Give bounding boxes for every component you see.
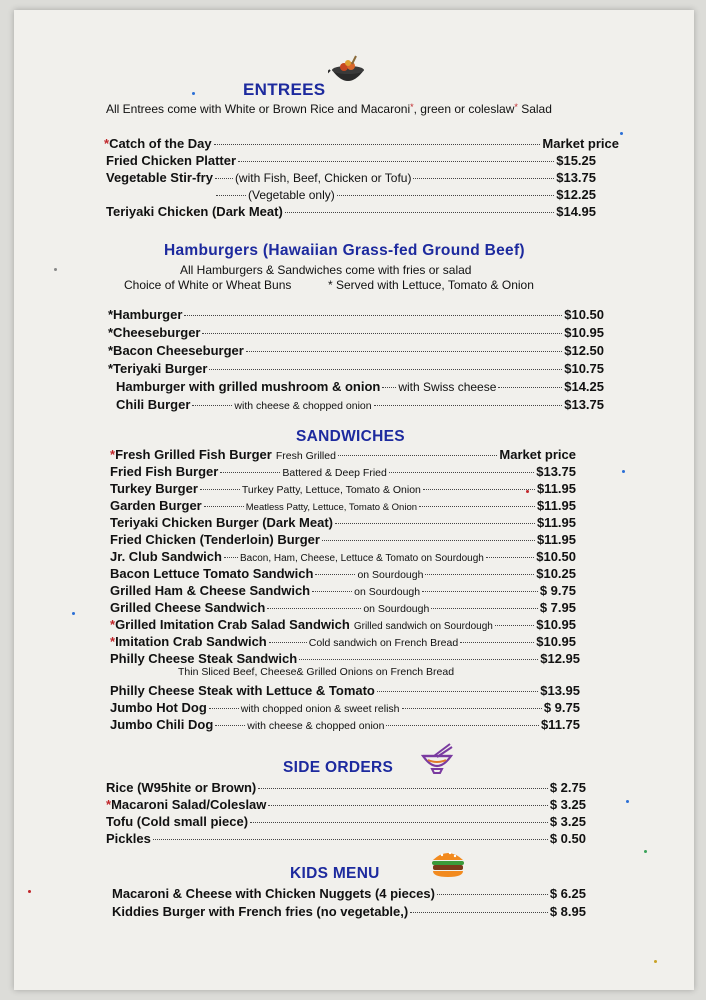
leader-dots: [209, 708, 239, 709]
menu-item: [110, 532, 576, 547]
item-name: Vegetable Stir-fry: [106, 170, 213, 185]
item-price: $10.95: [564, 325, 604, 340]
item-description: on Sourdough: [357, 569, 424, 581]
leader-dots: [431, 608, 538, 609]
item-description: with cheese & chopped onion: [234, 400, 372, 412]
leader-dots: [437, 894, 548, 895]
menu-item: [110, 583, 576, 598]
item-price: $ 2.75: [549, 780, 586, 795]
menu-item: [116, 379, 604, 394]
leader-dots: [250, 822, 548, 823]
item-price: $15.25: [556, 153, 596, 168]
item-price: $10.95: [536, 634, 576, 649]
item-price: $12.25: [556, 187, 596, 202]
menu-item: [110, 549, 576, 564]
paper-fleck: [54, 268, 57, 271]
item-name: Jumbo Hot Dog: [110, 700, 207, 715]
leader-dots: [335, 523, 535, 524]
item-price: $14.95: [556, 204, 596, 219]
item-name: Fried Chicken Platter: [106, 153, 237, 168]
menu-item: [108, 307, 604, 322]
leader-dots: [258, 788, 548, 789]
menu-item: [108, 361, 604, 376]
item-price: $ 3.25: [549, 797, 586, 812]
kids-menu-heading: KIDS MENU: [290, 865, 380, 882]
menu-item: [112, 904, 586, 919]
leader-dots: [269, 642, 307, 643]
item-price: $13.75: [536, 464, 576, 479]
item-price: $10.75: [564, 361, 604, 376]
item-price: $13.95: [540, 683, 580, 698]
item-name: Grilled Cheese Sandwich: [110, 600, 266, 615]
menu-item: [110, 634, 576, 649]
item-name: Macaroni Salad/Coleslaw: [111, 797, 267, 812]
item-star: *: [110, 634, 116, 649]
item-name: Hamburger with grilled mushroom & onion: [116, 379, 381, 394]
leader-dots: [410, 912, 548, 913]
entrees-note-text: All Entrees come with White or Brown Rice and Macaroni: [106, 102, 411, 116]
leader-dots: [204, 506, 244, 507]
item-name: *Teriyaki Burger: [108, 361, 208, 376]
item-star: *: [106, 797, 112, 812]
item-name: Turkey Burger: [110, 481, 198, 496]
leader-dots: [215, 725, 245, 726]
leader-dots: [495, 625, 534, 626]
menu-item: [110, 700, 580, 715]
menu-item: [106, 831, 586, 846]
philly-note: Thin Sliced Beef, Cheese& Grilled Onions on French Bread: [178, 666, 455, 678]
paper-fleck: [622, 470, 625, 473]
leader-dots: [200, 489, 240, 490]
item-name: Jr. Club Sandwich: [110, 549, 222, 564]
menu-item: [214, 187, 596, 202]
leader-dots: [338, 455, 497, 456]
item-description: on Sourdough: [363, 603, 430, 615]
menu-item: [106, 780, 586, 795]
leader-dots: [209, 369, 562, 370]
leader-dots: [423, 489, 535, 490]
item-price: $10.95: [536, 617, 576, 632]
menu-item: [106, 153, 596, 168]
item-price: $10.25: [536, 566, 576, 581]
item-name: Imitation Crab Sandwich: [115, 634, 267, 649]
item-price: $ 9.75: [543, 700, 580, 715]
menu-item: [106, 170, 596, 185]
item-price: $12.50: [564, 343, 604, 358]
leader-dots: [377, 691, 538, 692]
hamburgers-note: Choice of White or Wheat Buns: [124, 278, 292, 292]
leader-dots: [216, 195, 246, 196]
item-name: Jumbo Chili Dog: [110, 717, 214, 732]
item-price: $13.75: [564, 397, 604, 412]
item-name: *Cheeseburger: [108, 325, 201, 340]
item-price: $12.95: [540, 651, 580, 666]
menu-item: [110, 566, 576, 581]
menu-item: [112, 886, 586, 901]
burger-icon: [428, 846, 468, 880]
item-description: (with Fish, Beef, Chicken or Tofu): [234, 171, 412, 185]
leader-dots: [382, 387, 396, 388]
item-name: Philly Cheese Steak Sandwich: [110, 651, 298, 666]
entrees-note: [106, 102, 552, 116]
entrees-note-text: , green or coleslaw: [413, 102, 515, 116]
leader-dots: [299, 659, 538, 660]
item-description: Turkey Patty, Lettuce, Tomato & Onion: [241, 484, 421, 496]
menu-page: [14, 10, 694, 990]
item-name: Fresh Grilled Fish Burger: [115, 447, 272, 462]
hamburgers-note: All Hamburgers & Sandwiches come with fries or salad: [180, 263, 472, 277]
leader-dots: [386, 725, 538, 726]
menu-item: [110, 717, 580, 732]
item-price: Market price: [542, 136, 619, 151]
menu-item: [110, 481, 576, 496]
menu-item: [110, 498, 576, 513]
leader-dots: [214, 144, 541, 145]
menu-item: [110, 651, 580, 666]
menu-item: [108, 325, 604, 340]
leader-dots: [315, 574, 355, 575]
item-price: $11.95: [536, 532, 576, 547]
item-name: Teriyaki Chicken Burger (Dark Meat): [110, 515, 333, 530]
leader-dots: [267, 608, 361, 609]
entrees-heading: ENTREES: [243, 80, 326, 99]
entrees-note-star: *: [514, 102, 518, 112]
item-price: Market price: [499, 447, 576, 462]
item-name: *Hamburger: [108, 307, 183, 322]
entrees-note-star: *: [410, 102, 414, 112]
leader-dots: [184, 315, 562, 316]
item-name: Catch of the Day: [109, 136, 212, 151]
item-description: Bacon, Ham, Cheese, Lettuce & Tomato on Sourdough: [239, 553, 484, 564]
item-name: Pickles: [106, 831, 151, 846]
leader-dots: [413, 178, 554, 179]
item-description: with chopped onion & sweet relish: [240, 703, 400, 715]
item-price: $13.75: [556, 170, 596, 185]
item-name: Macaroni & Cheese with Chicken Nuggets (4 pieces): [112, 886, 435, 901]
item-price: $ 9.75: [539, 583, 576, 598]
paper-fleck: [654, 960, 657, 963]
item-name: Kiddies Burger with French fries (no vegetable,): [112, 904, 409, 919]
item-description: Meatless Patty, Lettuce, Tomato & Onion: [245, 502, 418, 513]
item-name: Teriyaki Chicken (Dark Meat): [106, 204, 283, 219]
entrees-note-text: Salad: [517, 102, 552, 116]
paper-fleck: [626, 800, 629, 803]
leader-dots: [153, 839, 548, 840]
leader-dots: [498, 387, 562, 388]
item-price: $11.95: [536, 481, 576, 496]
item-name: Rice (W95hite or Brown): [106, 780, 257, 795]
item-description: Battered & Deep Fried: [282, 467, 387, 479]
paper-fleck: [192, 92, 195, 95]
item-name: Fried Fish Burger: [110, 464, 219, 479]
item-price: $11.95: [536, 498, 576, 513]
item-star: *: [104, 136, 110, 151]
item-price: $11.95: [536, 515, 576, 530]
item-price: $ 7.95: [539, 600, 576, 615]
leader-dots: [220, 472, 280, 473]
item-name: Chili Burger: [116, 397, 191, 412]
sandwiches-heading: SANDWICHES: [296, 428, 405, 445]
item-price: $ 6.25: [549, 886, 586, 901]
side-orders-heading: SIDE ORDERS: [283, 759, 394, 776]
item-price: $ 3.25: [549, 814, 586, 829]
paper-fleck: [644, 850, 647, 853]
item-description: Fresh Grilled: [275, 450, 336, 462]
leader-dots: [238, 161, 554, 162]
leader-dots: [337, 195, 555, 196]
menu-item: [110, 464, 576, 479]
item-description: (Vegetable only): [248, 188, 335, 202]
leader-dots: [422, 591, 538, 592]
menu-item: [104, 136, 619, 151]
item-price: $14.25: [564, 379, 604, 394]
item-name: Grilled Imitation Crab Salad Sandwich: [115, 617, 350, 632]
item-name: Tofu (Cold small piece): [106, 814, 249, 829]
item-description: Cold sandwich on French Bread: [308, 637, 459, 649]
item-name: Bacon Lettuce Tomato Sandwich: [110, 566, 314, 581]
item-description: Grilled sandwich on Sourdough: [353, 621, 493, 632]
leader-dots: [460, 642, 534, 643]
leader-dots: [312, 591, 352, 592]
item-price: $10.50: [564, 307, 604, 322]
menu-item: [110, 617, 576, 632]
menu-item: [110, 600, 576, 615]
leader-dots: [402, 708, 542, 709]
leader-dots: [224, 557, 238, 558]
leader-dots: [425, 574, 534, 575]
item-star: *: [110, 617, 116, 632]
item-price: $11.75: [540, 717, 580, 732]
leader-dots: [374, 405, 563, 406]
item-description: on Sourdough: [354, 586, 421, 598]
menu-item: [110, 683, 580, 698]
paper-fleck: [72, 612, 75, 615]
menu-item: [108, 343, 604, 358]
leader-dots: [285, 212, 554, 213]
menu-item: [106, 204, 596, 219]
menu-item: [110, 447, 576, 462]
paper-fleck: [620, 132, 623, 135]
item-price: $10.50: [536, 549, 576, 564]
item-description: with Swiss cheese: [398, 380, 497, 394]
leader-dots: [192, 405, 232, 406]
bowl-chopsticks-icon: [420, 742, 454, 778]
item-name: Grilled Ham & Cheese Sandwich: [110, 583, 311, 598]
item-name: Garden Burger: [110, 498, 202, 513]
item-price: $ 0.50: [549, 831, 586, 846]
item-name: *Bacon Cheeseburger: [108, 343, 244, 358]
leader-dots: [268, 805, 547, 806]
leader-dots: [486, 557, 534, 558]
hamburgers-heading: Hamburgers (Hawaiian Grass-fed Ground Beef): [164, 242, 525, 259]
leader-dots: [215, 178, 233, 179]
item-price: $ 8.95: [549, 904, 586, 919]
menu-item: [116, 397, 604, 412]
leader-dots: [322, 540, 535, 541]
menu-item: [110, 515, 576, 530]
item-name: Fried Chicken (Tenderloin) Burger: [110, 532, 320, 547]
leader-dots: [419, 506, 535, 507]
menu-item: [106, 814, 586, 829]
wok-icon: [328, 52, 368, 92]
item-name: Philly Cheese Steak with Lettuce & Tomato: [110, 683, 375, 698]
paper-fleck: [28, 890, 31, 893]
hamburgers-note: * Served with Lettuce, Tomato & Onion: [328, 278, 534, 292]
leader-dots: [246, 351, 562, 352]
leader-dots: [389, 472, 534, 473]
menu-item: [106, 797, 586, 812]
leader-dots: [202, 333, 562, 334]
item-description: with cheese & chopped onion: [247, 720, 385, 732]
item-star: *: [110, 447, 116, 462]
